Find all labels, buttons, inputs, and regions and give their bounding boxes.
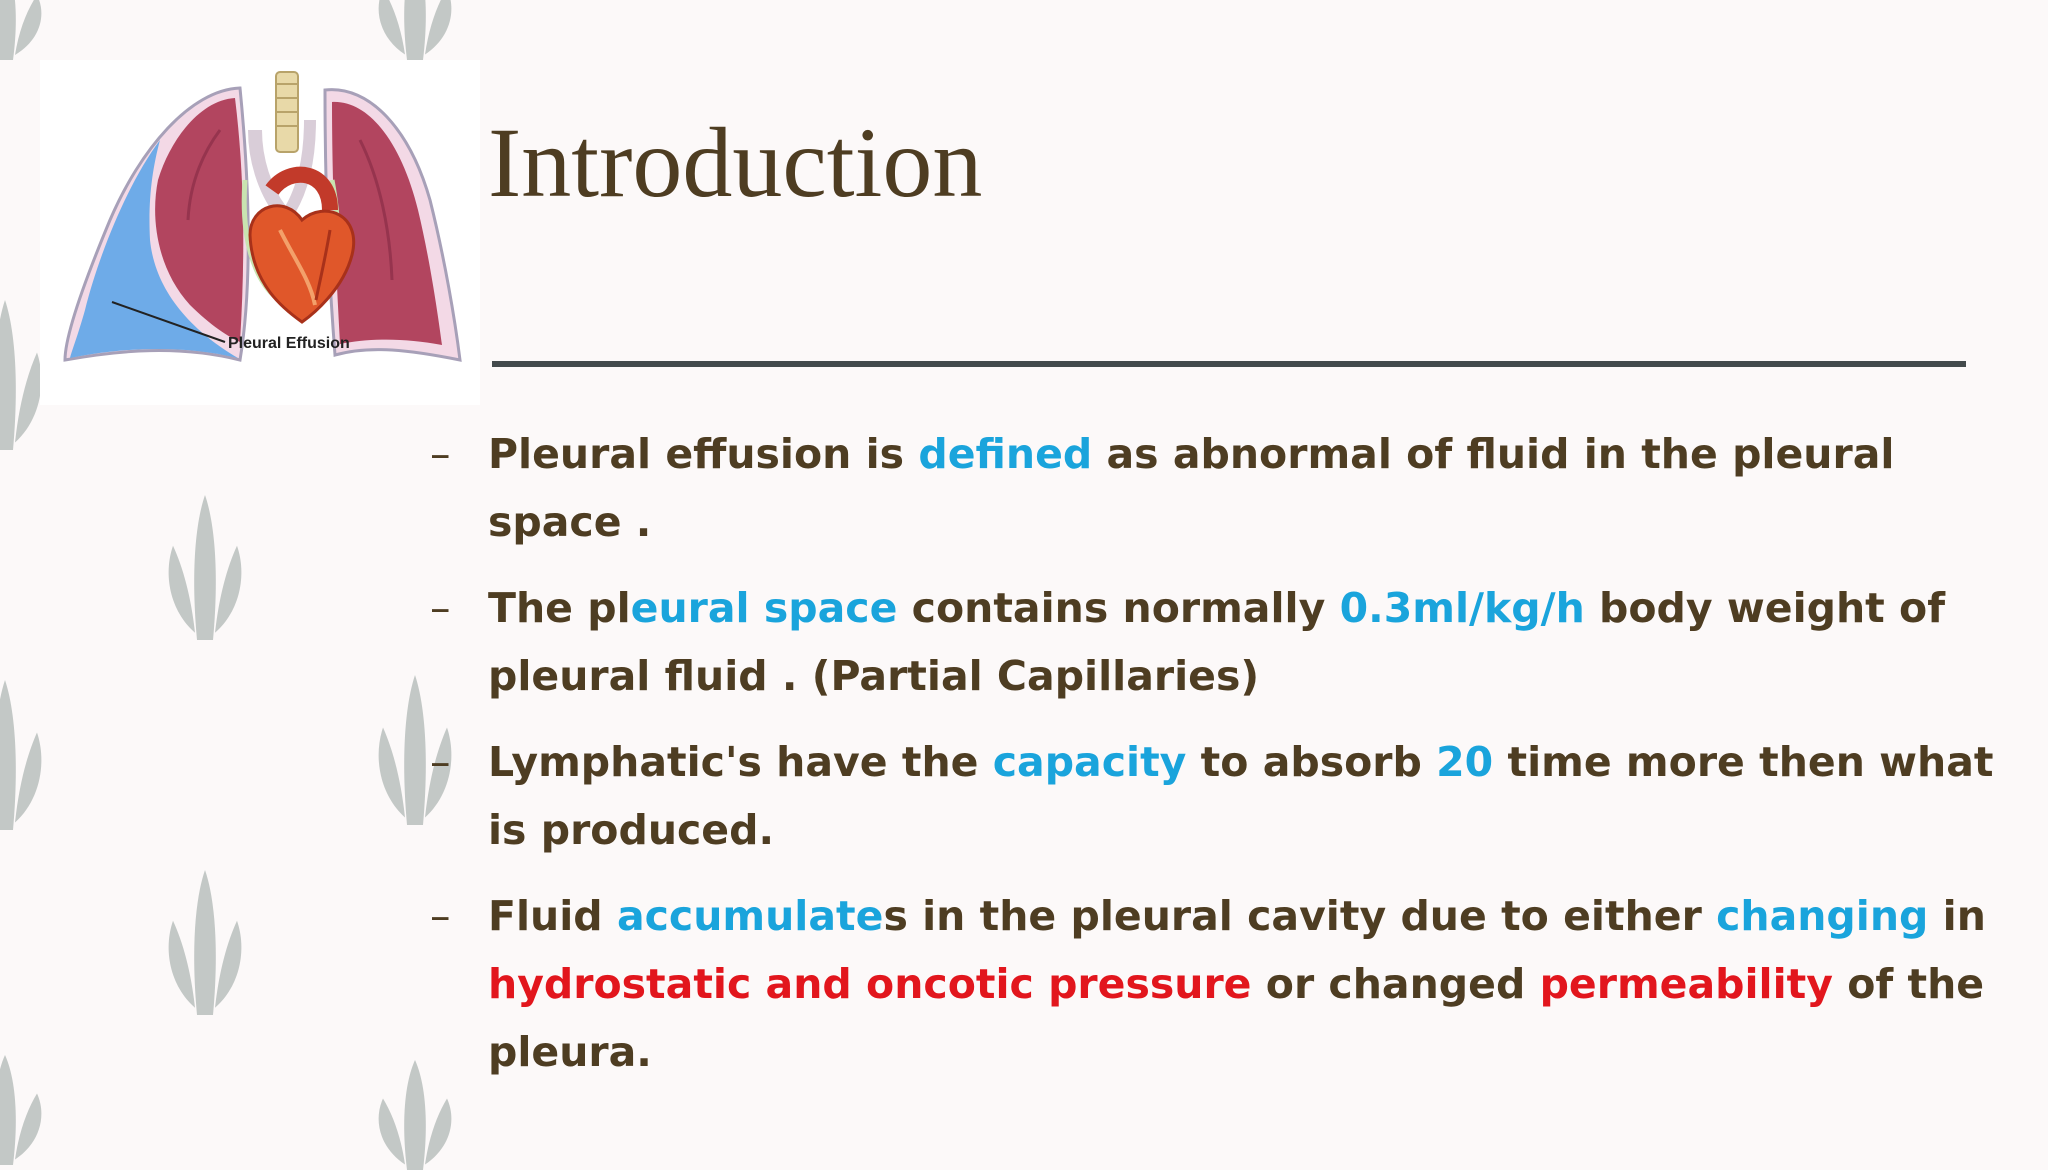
bullet-text: to absorb xyxy=(1186,738,1437,786)
emphasized-term: hydrostatic and oncotic pressure xyxy=(488,960,1252,1008)
bullet-item xyxy=(430,728,2030,864)
dash-marker: – xyxy=(430,892,451,940)
bullet-text: body weight of pleural fluid . (Partial Capillaries) xyxy=(488,584,1946,700)
leaf-sprig-icon xyxy=(160,495,250,640)
bullet-text: or changed xyxy=(1251,960,1540,1008)
bullet-text: contains normally xyxy=(897,584,1340,632)
highlighted-term: defined xyxy=(918,430,1093,478)
leaf-sprig-icon xyxy=(0,1055,50,1165)
bullet-item xyxy=(430,420,2030,556)
leaf-sprig-icon xyxy=(0,0,50,60)
bullet-text: of the pleura. xyxy=(488,960,1985,1076)
highlighted-term: accumulate xyxy=(616,892,884,940)
highlighted-term: 20 xyxy=(1436,738,1494,786)
dash-marker: – xyxy=(430,738,451,786)
bullet-text: Pleural effusion is xyxy=(488,430,919,478)
bullet-text: in xyxy=(1928,892,1986,940)
bullet-item xyxy=(430,574,2030,710)
bullet-text: s in the pleural cavity due to either xyxy=(883,892,1717,940)
bullet-text: as abnormal of fluid in the pleural space . xyxy=(488,430,1895,546)
dash-marker: – xyxy=(430,430,451,478)
leaf-sprig-icon xyxy=(0,680,50,830)
figure-label: Pleural Effusion xyxy=(228,335,350,352)
highlighted-term: capacity xyxy=(992,738,1187,786)
emphasized-term: permeability xyxy=(1539,960,1833,1008)
highlighted-term: eural space xyxy=(630,584,898,632)
lungs-diagram-image xyxy=(40,60,480,405)
bullet-item xyxy=(430,882,2030,1086)
slide-title: Introduction xyxy=(488,107,983,218)
highlighted-term: 0.3ml/kg/h xyxy=(1339,584,1585,632)
bullet-list xyxy=(430,420,2030,1104)
highlighted-term: changing xyxy=(1716,892,1929,940)
bullet-text: Lymphatic's have the xyxy=(488,738,993,786)
bullet-text: Fluid xyxy=(488,892,617,940)
dash-marker: – xyxy=(430,584,451,632)
bullet-text: The pl xyxy=(488,584,631,632)
title-divider xyxy=(492,361,1966,367)
leaf-sprig-icon xyxy=(160,870,250,1015)
bullet-text: time more then what is produced. xyxy=(488,738,1994,854)
leaf-sprig-icon xyxy=(370,0,460,60)
